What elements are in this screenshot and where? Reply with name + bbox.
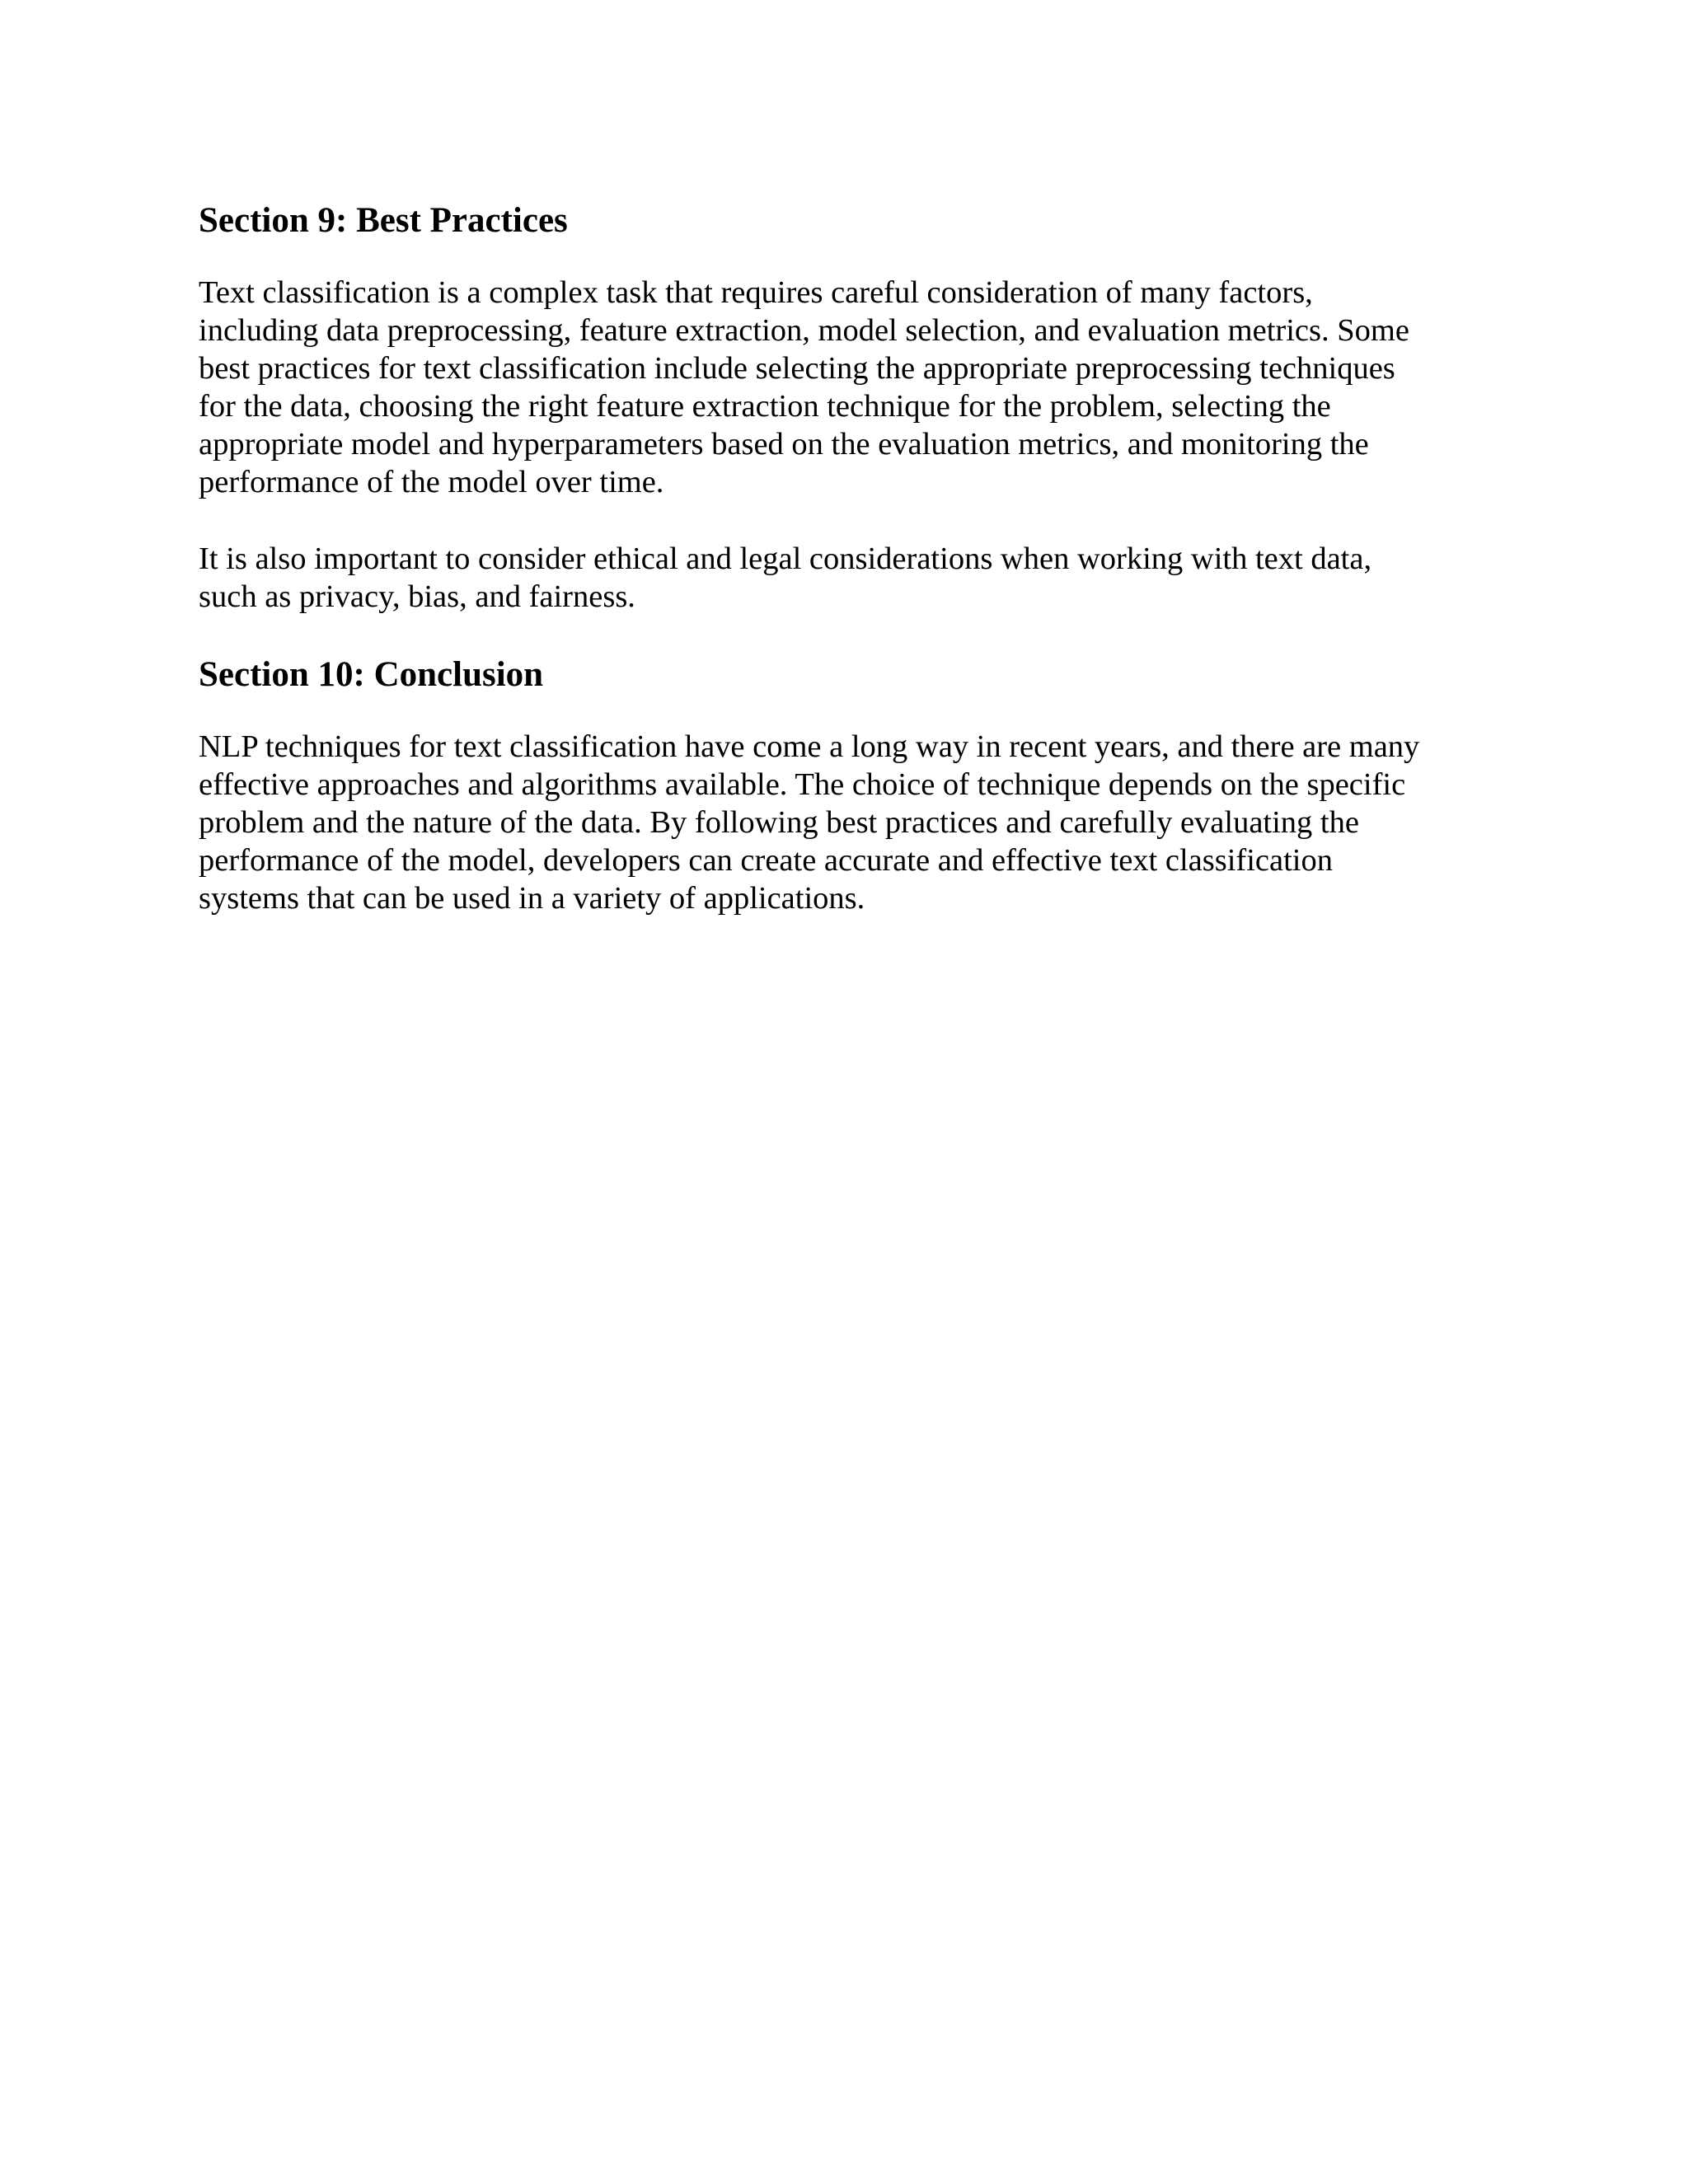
text-line: including data preprocessing, feature extraction, model selection, and evaluation metrics. Some: [199, 313, 1409, 348]
text-line: performance of the model, developers can create accurate and effective text classification: [199, 843, 1333, 878]
text-line: appropriate model and hyperparameters based on the evaluation metrics, and monitoring the: [199, 427, 1369, 462]
paragraph: [199, 540, 1501, 616]
text-line: best practices for text classification include selecting the appropriate preprocessing techniques: [199, 351, 1395, 386]
text-line: It is also important to consider ethical and legal considerations when working with text data,: [199, 541, 1372, 576]
text-line: for the data, choosing the right feature extraction technique for the problem, selecting the: [199, 389, 1331, 424]
paragraph: [199, 728, 1501, 917]
text-line: problem and the nature of the data. By following best practices and carefully evaluating the: [199, 805, 1359, 840]
text-line: performance of the model over time.: [199, 465, 664, 499]
text-line: effective approaches and algorithms available. The choice of technique depends on the specific: [199, 767, 1406, 802]
section-heading: Section 10: Conclusion: [199, 655, 544, 694]
document-body: [199, 188, 1501, 917]
text-line: NLP techniques for text classification have come a long way in recent years, and there are many: [199, 729, 1420, 764]
text-line: such as privacy, bias, and fairness.: [199, 579, 635, 614]
paragraph: [199, 274, 1501, 501]
text-line: Text classification is a complex task that requires careful consideration of many factors,: [199, 275, 1313, 310]
text-line: systems that can be used in a variety of applications.: [199, 881, 865, 916]
section-heading: Section 9: Best Practices: [199, 201, 568, 240]
